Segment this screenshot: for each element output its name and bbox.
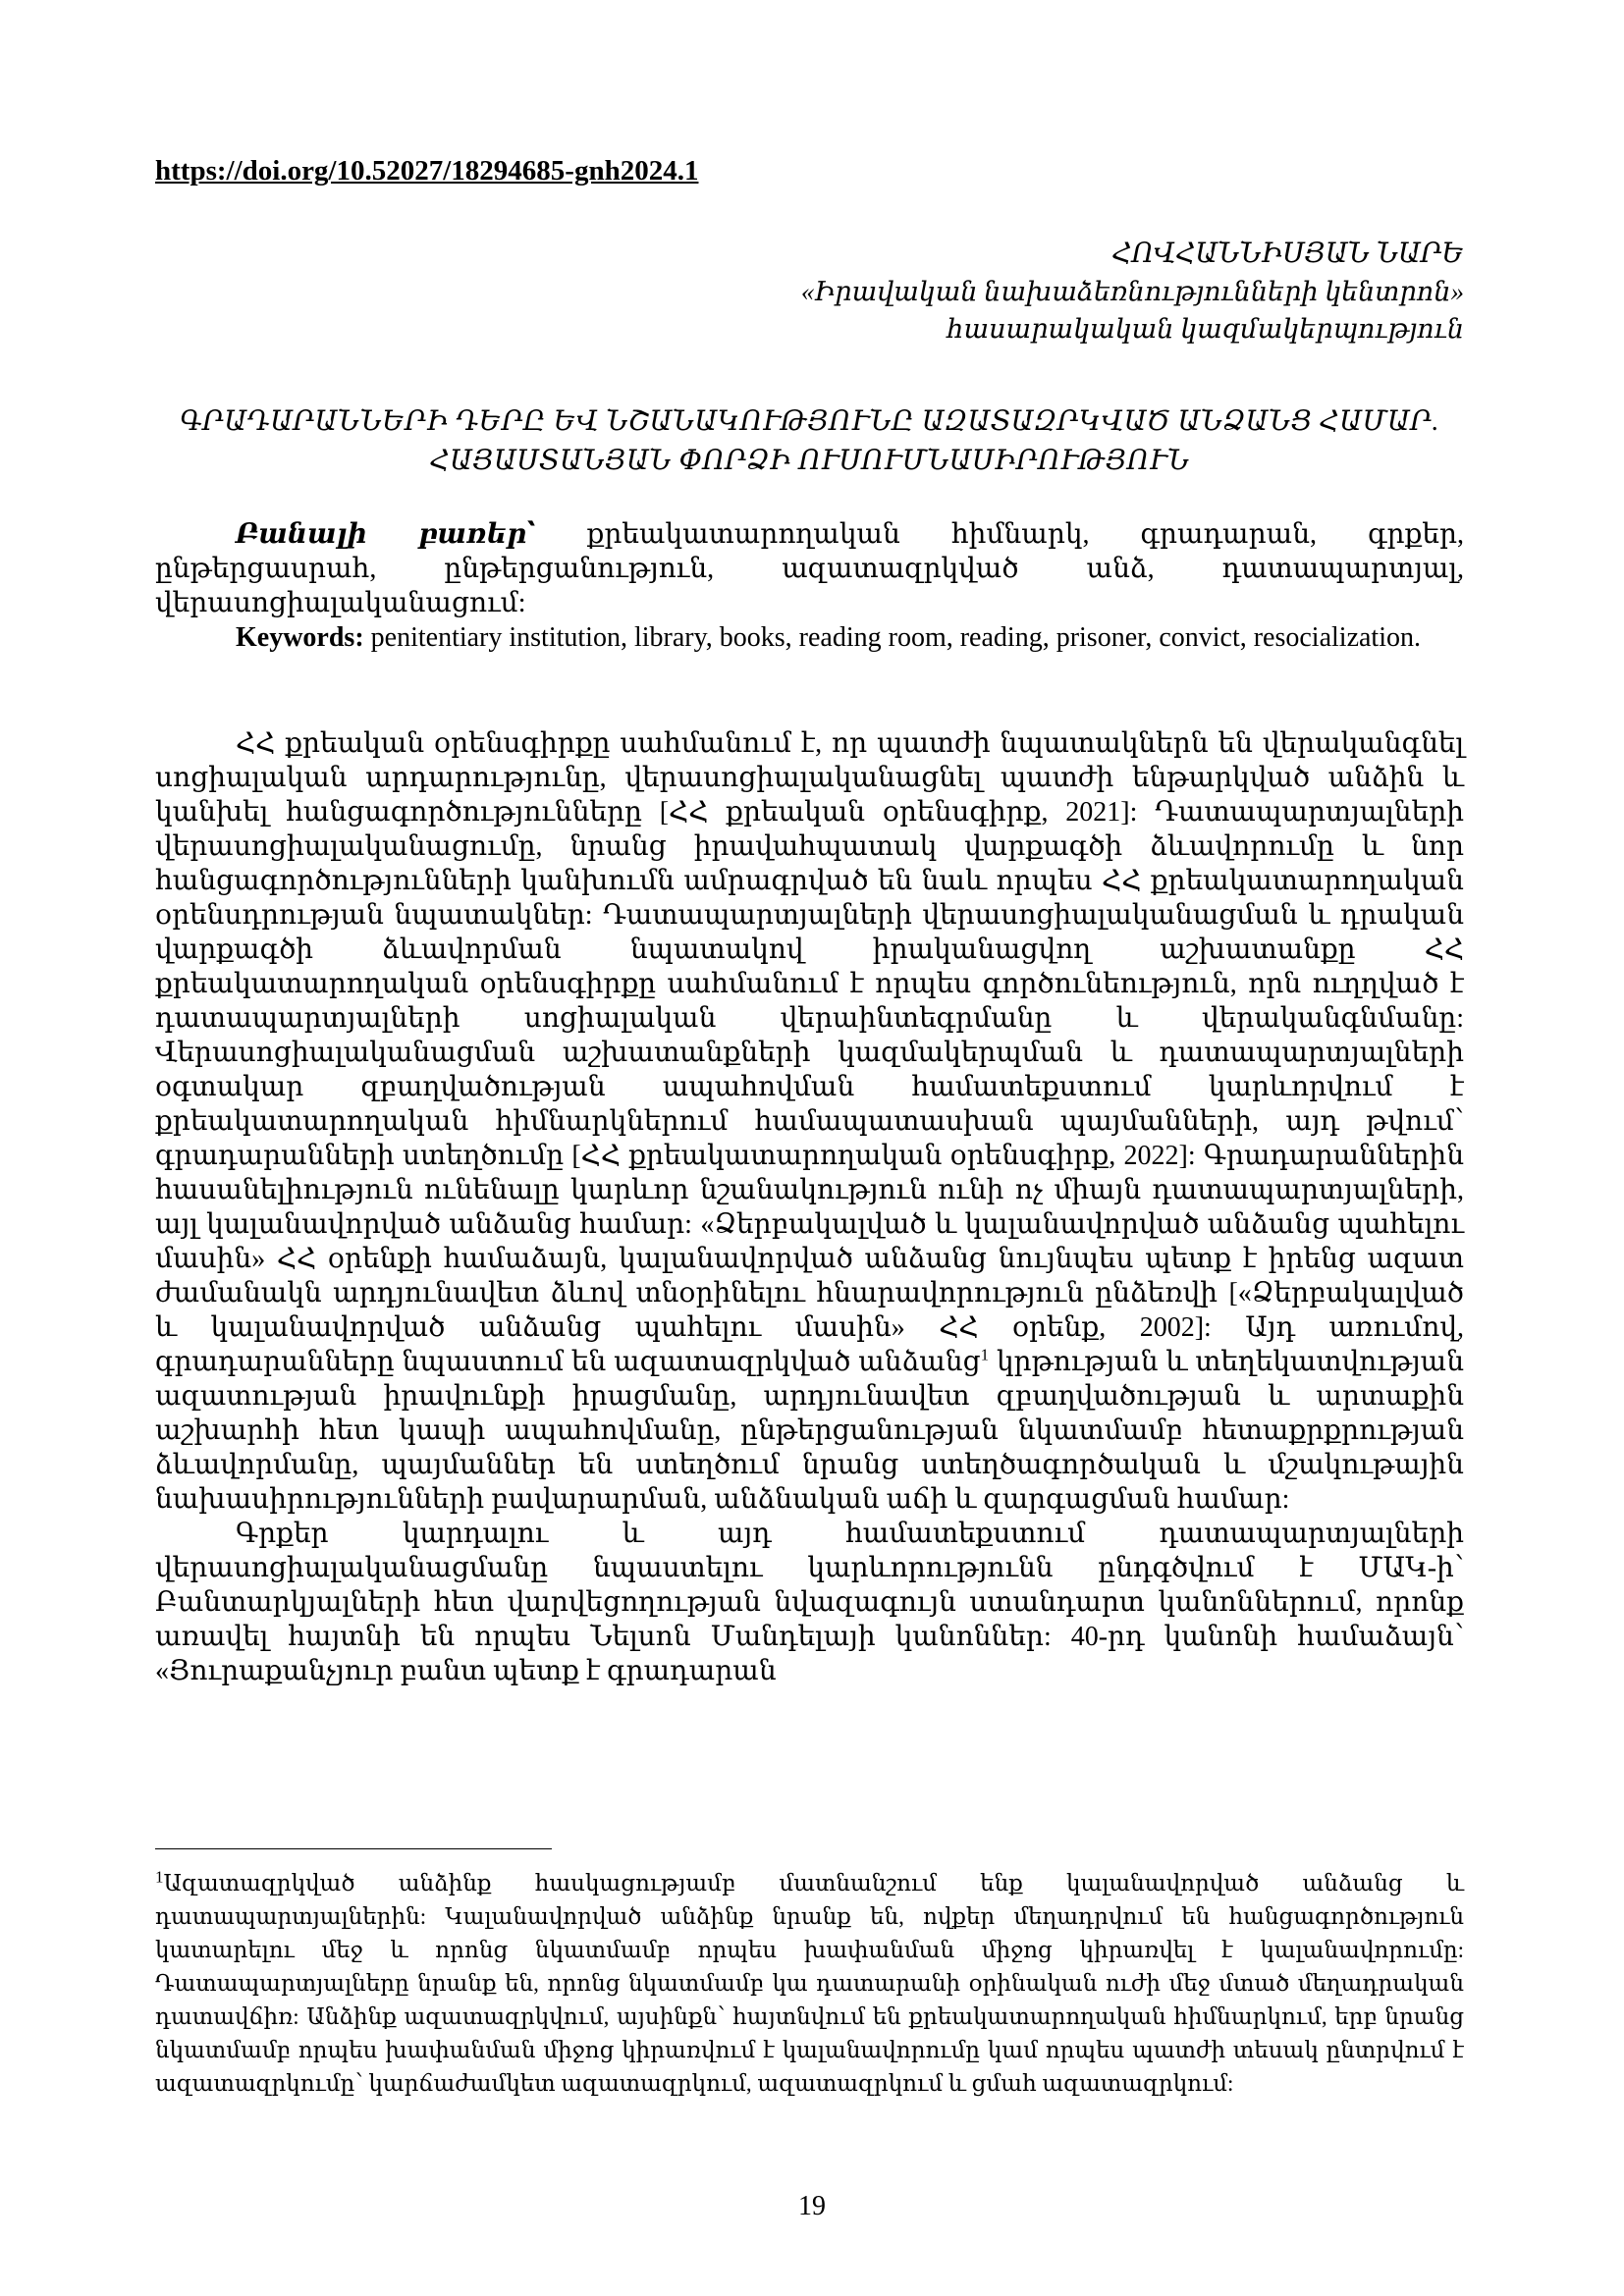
doi-link[interactable]: https://doi.org/10.52027/18294685-gnh2024.1	[155, 155, 699, 187]
author-name: ՀՈՎՀԱՆՆԻՍՅԱՆ ՆԱՐԵ	[1111, 239, 1464, 269]
footnote	[155, 1867, 1464, 2101]
paragraph-1-part2: կրթության և տեղեկատվության ազատության իրավունքի իրացմանը, արդյունավետ զբաղվածության և արտաքին աշխարհի հետ կապի ապահովմանը, ընթերցանության նկատմամբ հետաքրքրության ձևավորմանը, պայմաններ են ստեղծում նրանց ստեղծագործական և մշակութային նախասիրությունների բավարարման, անձնական աճի և զարգացման համար:	[155, 1347, 1465, 1515]
keywords-english	[155, 620, 1464, 655]
main-text	[155, 726, 1464, 1688]
keywords-text-en: penitentiary institution, library, books, reading room, reading, prisoner, convict, resocialization.	[370, 622, 1421, 653]
paragraph-1	[155, 726, 1464, 1517]
page-number: 19	[798, 2191, 826, 2221]
footnote-paragraph	[155, 1867, 1464, 2101]
article-title-line2: ՀԱՅԱՍՏԱՆՅԱՆ ՓՈՐՁԻ ՈՒՍՈՒՄՆԱՍԻՐՈՒԹՅՈՒՆ	[429, 446, 1190, 476]
article-title	[155, 402, 1464, 481]
keywords-text-hy: քրեակատարողական հիմնարկ, գրադարան, գրքեր, ընթերցասրահ, ընթերցանություն, ազատազրկված անձ, դատապարտյալ, վերասոցիալականացում:	[155, 519, 1465, 618]
keywords-armenian	[155, 517, 1464, 620]
footnote-reference[interactable]: 1	[980, 1345, 990, 1364]
author-affiliation-line1: «Իրավական նախաձեռնությունների կենտրոն»	[800, 277, 1464, 306]
footnote-text: Ազատազրկված անձինք հասկացությամբ մատնանշում ենք կալանավորված անձանց և դատապարտյալներին: Կալանավորված անձինք նրանք են, ովքեր մեղադրվում են հանցագործություն կատարելու մեջ և որոնց նկատմամբ որպես խափանման միջոց կիրառվել է կալանավորումը: Դատապարտյալները նրանք են, որոնց նկատմամբ կա դատարանի օրինական ուժի մեջ մտած մեղադրական դատավճիռ: Անձինք ազատազրկվում, այսինքն՝ հայտնվում են քրեակատարողական հիմնարկում, երբ նրանց նկատմամբ որպես խափանման միջոց կիրառվում է կալանավորումը կամ որպես պատժի տեսակ ընտրվում է ազատազրկումը՝ կարճաժամկետ ազատազրկում, ազատազրկում և ցմահ ազատազրկում:	[155, 1871, 1464, 2096]
footnote-marker: 1	[155, 1867, 164, 1887]
keywords-label-en: Keywords:	[236, 622, 364, 653]
author-block	[801, 236, 1464, 347]
paragraph-2: Գրքեր կարդալու և այդ համատեքստում դատապարտյալների վերասոցիալականացմանը նպաստելու կարևորությունն ընդգծվում է ՄԱԿ-ի՝ Բանտարկյալների հետ վարվեցողության նվազագույն ստանդարտ կանոններում, որոնք առավել հայտնի են որպես Նելսոն Մանդելայի կանոններ: 40-րդ կանոնի համաձայն՝ «Յուրաքանչյուր բանտ պետք է գրադարան	[155, 1519, 1464, 1686]
paragraph-1-part1: ՀՀ քրեական օրենսգիրքը սահմանում է, որ պատժի նպատակներն են վերականգնել սոցիալական արդարությունը, վերասոցիալականացնել պատժի ենթարկված անձին և կանխել հանցագործությունները [ՀՀ քրեական օրենսգիրք, 2021]: Դատապարտյալների վերասոցիալականացումը, նրանց իրավահպատակ վարքագծի ձևավորումը և նոր հանցագործությունների կանխումն ամրագրված են նաև որպես ՀՀ քրեակատարողական օրենսդրության նպատակներ: Դատապարտյալների վերասոցիալականացման և դրական վարքագծի ձևավորման նպատակով իրականացվող աշխատանքը ՀՀ քրեակատարողական օրենսգիրքը սահմանում է որպես գործունեություն, որն ուղղված է դատապարտյալների սոցիալական վերաինտեգրմանը և վերականգնմանը: Վերասոցիալականացման աշխատանքների կազմակերպման և դատապարտյալների օգտակար զբաղվածության ապահովման համատեքստում կարևորվում է քրեակատարողական հիմնարկներում համապատասխան պայմանների, այդ թվում՝ գրադարանների ստեղծումը [ՀՀ քրեակատարողական օրենսգիրք, 2022]: Գրադարաններին հասանելիություն ունենալը կարևոր նշանակություն ունի ոչ միայն դատապարտյալների, այլ կալանավորված անձանց համար: «Ձերբակալված և կալանավորված անձանց պահելու մասին» ՀՀ օրենքի համաձայն, կալանավորված անձանց նույնպես պետք է իրենց ազատ ժամանակն արդյունավետ ձևով տնօրինելու հնարավորություն ընձեռվի [«Ձերբակալված և կալանավորված անձանց պահելու մասին» ՀՀ օրենք, 2002]: Այդ առումով, գրադարանները նպաստում են ազատազրկված անձանց	[155, 728, 1464, 1377]
keywords-label-hy: Բանալի բառեր՝	[236, 519, 536, 550]
keywords-block	[155, 517, 1464, 655]
author-affiliation-line2: հասարակական կազմակերպություն	[947, 314, 1464, 344]
footnote-separator	[155, 1848, 552, 1849]
article-title-line1: ԳՐԱԴԱՐԱՆՆԵՐԻ ԴԵՐԸ ԵՎ ՆՇԱՆԱԿՈՒԹՅՈՒՆԸ ԱԶԱՏԱԶՐԿՎԱԾ ԱՆՁԱՆՑ ՀԱՄԱՐ.	[180, 406, 1439, 437]
